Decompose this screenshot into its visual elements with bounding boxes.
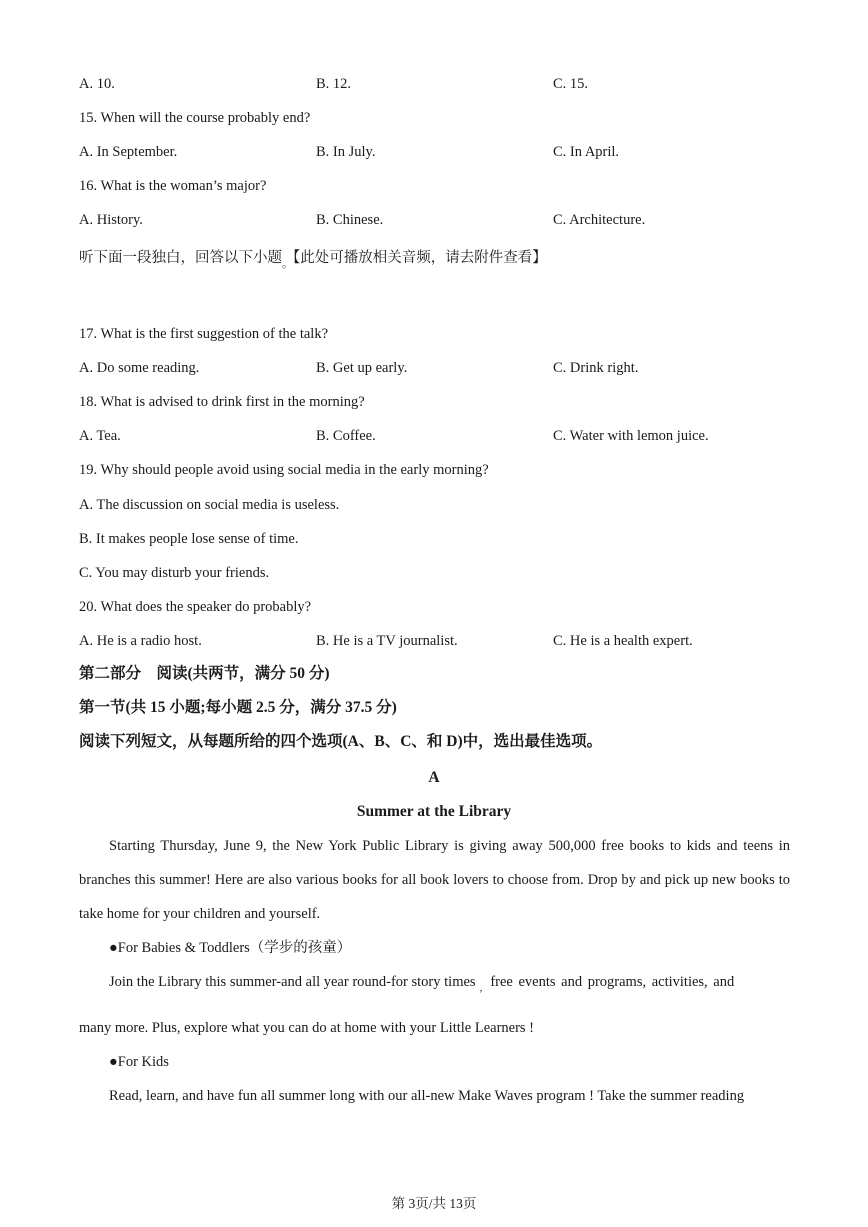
audio-note: 【此处可播放相关音频，请去附件查看】 (293, 250, 547, 266)
babies-text-line (109, 973, 790, 992)
instruction-main: 听下面一段独白，回答以下小题 (79, 250, 282, 266)
option-b: B. Chinese. (316, 212, 384, 228)
option-a: A. 10. (79, 76, 115, 92)
q16-options (0, 211, 868, 229)
paragraph-text: Starting Thursday, June 9, the New York Public Library is giving away 500,000 free books to kids and teens in branches this summer! Here are also various books for all book lovers to choose from. Drop by and pick up new books to take home for your children and yourself. (79, 838, 790, 922)
monologue-instruction (79, 249, 547, 268)
question-18: 18. What is advised to drink first in the morning? (79, 394, 365, 410)
part2-title: 第二部分 阅读(共两节，满分 50 分) (79, 665, 330, 682)
option-c: C. Architecture. (553, 212, 646, 228)
option-b: B. It makes people lose sense of time. (79, 531, 299, 547)
option-c: C. Drink right. (553, 360, 639, 376)
instruction-mark: 。 (282, 258, 293, 270)
babies-text-b: free events and programs, activities, and (490, 974, 735, 990)
option-c: C. In April. (553, 144, 620, 160)
option-b: B. He is a TV journalist. (316, 633, 458, 649)
option-a: A. Tea. (79, 428, 121, 444)
question-20: 20. What does the speaker do probably? (79, 599, 312, 615)
reading-instruction: 阅读下列短文，从每题所给的四个选项(A、B、C、和 D)中，选出最佳选项。 (79, 733, 603, 750)
question-16: 16. What is the woman’s major? (79, 178, 267, 194)
option-c: C. He is a health expert. (553, 633, 693, 649)
option-c: C. 15. (553, 76, 589, 92)
option-c: C. You may disturb your friends. (79, 565, 270, 581)
option-b: B. Get up early. (316, 360, 408, 376)
question-15: 15. When will the course probably end? (79, 110, 311, 126)
q20-options (0, 632, 868, 650)
q15-options (0, 143, 868, 161)
passage-title: Summer at the Library (356, 803, 512, 820)
question-17: 17. What is the first suggestion of the talk? (79, 326, 329, 342)
option-a: A. He is a radio host. (79, 633, 202, 649)
kids-text: Read, learn, and have fun all summer long with our all-new Make Waves program ! Take the summer reading (109, 1088, 745, 1104)
q14-options (0, 75, 868, 93)
option-a: A. Do some reading. (79, 360, 200, 376)
q18-options (0, 427, 868, 445)
heading-kids: ●For Kids (109, 1054, 169, 1070)
option-b: B. 12. (316, 76, 352, 92)
heading-babies: ●For Babies & Toddlers（学步的孩童） (109, 940, 352, 956)
question-19: 19. Why should people avoid using social media in the early morning? (79, 462, 489, 478)
option-a: A. History. (79, 212, 143, 228)
section1-title: 第一节(共 15 小题;每小题 2.5 分，满分 37.5 分) (79, 699, 397, 716)
babies-text-continued: many more. Plus, explore what you can do at home with your Little Learners ! (79, 1020, 535, 1036)
passage-paragraph-1 (79, 829, 790, 931)
q17-options (0, 359, 868, 377)
babies-text-a: Join the Library this summer-and all year round-for story times (109, 974, 476, 990)
option-b: B. Coffee. (316, 428, 376, 444)
option-a: A. The discussion on social media is useless. (79, 497, 340, 513)
babies-comma: , (479, 982, 483, 994)
option-a: A. In September. (79, 144, 178, 160)
option-c: C. Water with lemon juice. (553, 428, 709, 444)
passage-letter: A (428, 769, 440, 786)
page-footer: 第 3页/共 13页 (391, 1196, 477, 1211)
option-b: B. In July. (316, 144, 376, 160)
